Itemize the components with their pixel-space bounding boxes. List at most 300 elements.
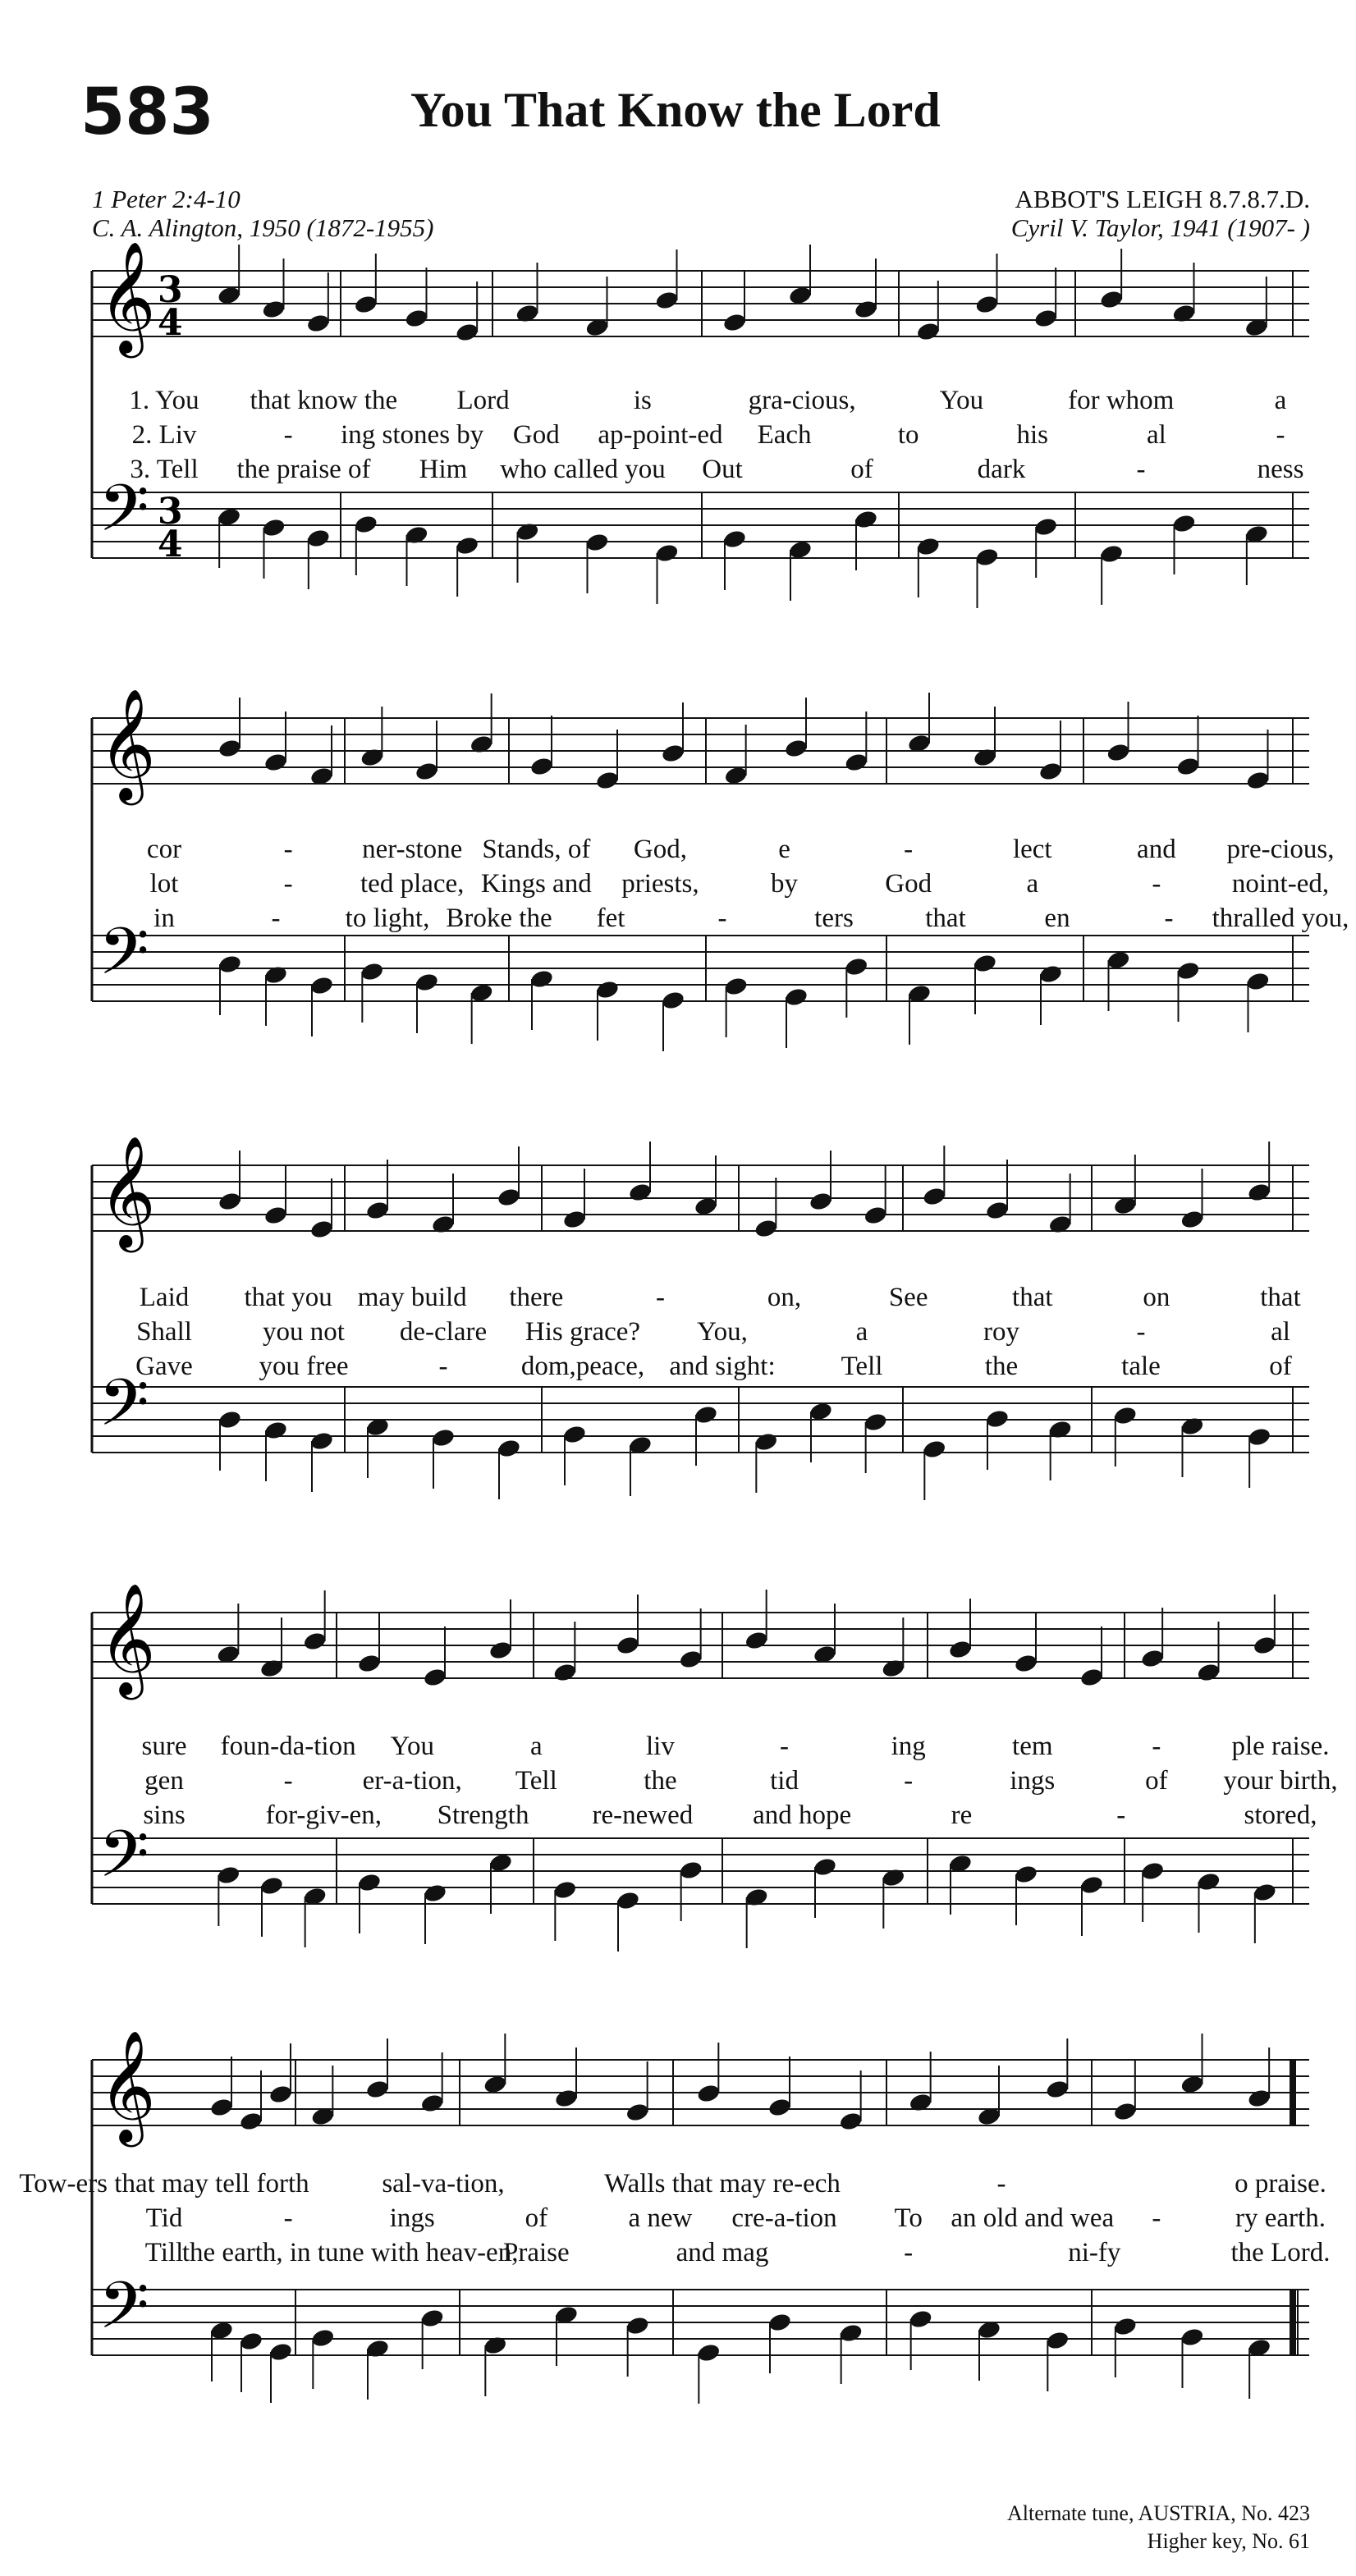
bass-clef: 𝄢 xyxy=(98,1816,149,1908)
notehead xyxy=(854,509,879,530)
notehead xyxy=(306,313,332,334)
lyric-syllable: is xyxy=(633,386,652,415)
lyric-syllable: - xyxy=(780,1732,790,1761)
treble-clef: 𝄞 xyxy=(98,240,156,353)
notehead xyxy=(1180,2327,1205,2348)
notehead xyxy=(497,1438,522,1459)
notehead xyxy=(483,2335,508,2356)
lyric-syllable: pre-cious, xyxy=(1226,835,1335,864)
notehead xyxy=(1247,1182,1272,1203)
notehead xyxy=(809,1191,834,1212)
notehead xyxy=(263,964,289,986)
notehead xyxy=(916,536,941,557)
lyric-syllable: of xyxy=(850,455,873,484)
lyric-syllable: Lord xyxy=(456,386,510,415)
notehead xyxy=(515,521,540,542)
lyric-syllable: Tell xyxy=(841,1352,883,1381)
lyric-syllable: - xyxy=(271,904,281,933)
lyric-syllable: ple raise. xyxy=(1231,1732,1330,1761)
notehead xyxy=(1140,1648,1166,1669)
notehead xyxy=(767,2097,793,2118)
lyric-syllable: ings xyxy=(389,2203,435,2233)
lyric-syllable: a xyxy=(1274,386,1287,415)
lyric-syllable: you not xyxy=(263,1317,345,1347)
treble-clef: 𝄞 xyxy=(98,2029,156,2142)
treble-clef: 𝄞 xyxy=(98,1134,156,1247)
notehead xyxy=(302,1631,328,1652)
lyric-syllable: cor xyxy=(146,835,182,864)
lyric-syllable: to xyxy=(897,420,919,450)
lyric-syllable: Praise xyxy=(503,2238,570,2267)
notehead xyxy=(365,1200,391,1221)
lyric-syllable: ings xyxy=(1010,1766,1056,1796)
notehead xyxy=(415,972,440,993)
notehead xyxy=(263,752,289,773)
lyric-syllable: a new xyxy=(628,2203,693,2233)
lyric-syllable: your birth, xyxy=(1223,1766,1338,1796)
lyric-syllable: that xyxy=(1260,1283,1301,1312)
notehead xyxy=(844,752,869,773)
notehead xyxy=(863,1205,888,1226)
notehead xyxy=(722,312,748,333)
notehead xyxy=(1099,543,1125,565)
lyric-syllable: ry earth. xyxy=(1235,2203,1326,2233)
notehead xyxy=(1079,1667,1105,1688)
notehead xyxy=(838,2322,864,2344)
lyric-syllable: Shall xyxy=(136,1317,192,1347)
notehead xyxy=(1175,960,1201,981)
lyric-syllable: - xyxy=(1276,420,1285,450)
notehead xyxy=(268,2341,294,2363)
lyric-syllable: priests, xyxy=(621,869,699,899)
lyric-syllable: sins xyxy=(143,1800,186,1830)
lyric-syllable: the Lord. xyxy=(1230,2238,1331,2267)
lyric-syllable: Laid xyxy=(139,1283,190,1312)
notehead xyxy=(1180,1209,1205,1230)
bass-clef: 𝄢 xyxy=(98,2267,149,2359)
notehead xyxy=(625,2315,650,2336)
notehead xyxy=(678,1649,703,1670)
lyric-syllable: roy xyxy=(983,1317,1019,1347)
notehead xyxy=(1140,1860,1166,1882)
notehead xyxy=(552,1662,578,1683)
notehead xyxy=(365,2338,391,2359)
hymn-number: 583 xyxy=(80,75,214,149)
notehead xyxy=(813,1856,838,1878)
notehead xyxy=(722,528,748,550)
notehead xyxy=(948,1639,973,1660)
lyric-syllable: His grace? xyxy=(525,1317,641,1347)
notehead xyxy=(973,747,998,768)
lyric-syllable: his xyxy=(1016,420,1049,450)
notehead xyxy=(696,2342,722,2363)
notehead xyxy=(854,299,879,320)
notehead xyxy=(216,1865,241,1886)
notehead xyxy=(431,1214,456,1235)
lyric-syllable: the praise of xyxy=(236,455,371,484)
treble-clef: 𝄞 xyxy=(98,1581,156,1695)
notehead xyxy=(694,1404,719,1425)
notehead xyxy=(357,1653,383,1674)
lyric-syllable: - xyxy=(904,1766,914,1796)
lyric-syllable: dark xyxy=(977,455,1026,484)
lyric-syllable: ted place, xyxy=(360,869,465,899)
treble-clef: 𝄞 xyxy=(98,687,156,800)
lyric-syllable: Till xyxy=(144,2238,184,2267)
notehead xyxy=(357,1872,383,1893)
lyric-syllable: - xyxy=(283,1766,293,1796)
notehead xyxy=(365,2079,391,2100)
lyric-syllable: - xyxy=(438,1352,448,1381)
notehead xyxy=(562,1209,588,1230)
notehead xyxy=(562,1424,588,1445)
lyric-syllable: of xyxy=(1145,1766,1168,1796)
lyric-syllable: and hope xyxy=(753,1800,852,1830)
notehead xyxy=(310,2327,336,2349)
lyric-syllable: - xyxy=(1152,869,1161,899)
notehead xyxy=(723,976,749,997)
notehead xyxy=(1253,1635,1278,1656)
lyric-syllable: ters xyxy=(814,904,854,933)
lyric-syllable: Tow-ers that may tell forth xyxy=(19,2169,309,2199)
lyric-syllable: - xyxy=(1152,2203,1161,2233)
lyric-syllable: stored, xyxy=(1244,1800,1317,1830)
notehead xyxy=(1014,1653,1039,1674)
lyric-syllable: You, xyxy=(697,1317,748,1347)
lyric-syllable: Out xyxy=(702,455,743,484)
notehead xyxy=(1171,303,1197,324)
lyric-syllable: Tell xyxy=(515,1766,557,1796)
lyric-syllable: fet xyxy=(596,904,625,933)
lyric-syllable: - xyxy=(996,2169,1006,2199)
lyric-syllable: ap-point-ed xyxy=(598,420,723,450)
notehead xyxy=(1047,1214,1073,1235)
lyric-syllable: sal-va-tion, xyxy=(382,2169,505,2199)
notehead xyxy=(844,956,869,977)
lyric-syllable: a xyxy=(855,1317,868,1347)
lyric-syllable: and mag xyxy=(676,2238,769,2267)
notehead xyxy=(1180,1416,1205,1437)
notehead xyxy=(259,1875,285,1897)
lyric-syllable: God, xyxy=(633,835,687,864)
notehead xyxy=(881,1658,906,1679)
notehead xyxy=(1253,1882,1278,1903)
notehead xyxy=(985,1408,1010,1430)
notehead xyxy=(354,294,379,315)
text-author: C. A. Alington, 1950 (1872-1955) xyxy=(92,213,434,242)
notehead xyxy=(838,2111,864,2132)
notehead xyxy=(488,1640,514,1661)
notehead xyxy=(767,2312,793,2333)
notehead xyxy=(881,1867,906,1888)
lyric-syllable: God xyxy=(512,420,560,450)
notehead xyxy=(552,1879,578,1901)
alternate-tune-note: Alternate tune, AUSTRIA, No. 423 xyxy=(1006,2501,1310,2525)
notehead xyxy=(863,1412,888,1433)
lyric-syllable: a xyxy=(1026,869,1039,899)
notehead xyxy=(974,547,1000,568)
notehead xyxy=(1247,2088,1272,2109)
lyric-syllable: thralled you, xyxy=(1212,904,1349,933)
notehead xyxy=(1171,513,1197,534)
lyric-syllable: Walls that may re-ech xyxy=(604,2169,841,2199)
lyric-syllable: by xyxy=(771,869,799,899)
notehead xyxy=(616,1635,641,1656)
notehead xyxy=(1113,1405,1138,1426)
notehead xyxy=(784,738,809,759)
lyric-syllable: the xyxy=(644,1766,677,1796)
lyric-syllable: a xyxy=(530,1732,543,1761)
notehead xyxy=(469,734,494,755)
lyric-syllable: - xyxy=(1116,1800,1126,1830)
lyric-syllable: 1. You xyxy=(129,386,199,415)
notehead xyxy=(1099,289,1125,310)
scripture-reference: 1 Peter 2:4-10 xyxy=(92,185,241,213)
notehead xyxy=(678,1860,703,1881)
notehead xyxy=(616,1890,641,1911)
notehead xyxy=(261,299,286,320)
lyric-syllable: de-clare xyxy=(399,1317,488,1347)
lyric-syllable: liv xyxy=(646,1732,675,1761)
notehead xyxy=(529,968,555,990)
lyric-syllable: for whom xyxy=(1068,386,1175,415)
lyric-syllable: ing stones by xyxy=(341,420,484,450)
lyric-syllable: gen xyxy=(144,1766,184,1796)
lyric-syllable: on xyxy=(1143,1283,1170,1312)
lyric-syllable: lot xyxy=(149,869,179,899)
lyric-syllable: that xyxy=(1012,1283,1053,1312)
notehead xyxy=(654,290,680,311)
notehead xyxy=(1047,1419,1073,1440)
lyric-syllable: - xyxy=(1136,1317,1146,1347)
notehead xyxy=(239,2331,264,2352)
notehead xyxy=(455,535,480,556)
tune-name: ABBOT'S LEIGH 8.7.8.7.D. xyxy=(1015,185,1310,213)
notehead xyxy=(1196,1662,1221,1683)
lyric-syllable: Kings and xyxy=(480,869,592,899)
lyric-syllable: re xyxy=(951,1800,973,1830)
notehead xyxy=(263,1205,289,1226)
notehead xyxy=(1038,963,1064,985)
notehead xyxy=(360,961,385,982)
lyric-syllable: ner-stone xyxy=(362,835,463,864)
lyric-syllable: Broke the xyxy=(446,904,552,933)
notehead xyxy=(423,1883,448,1904)
lyric-syllable: You xyxy=(390,1732,434,1761)
lyric-syllable: and xyxy=(1137,835,1176,864)
notehead xyxy=(239,2111,264,2132)
lyric-syllable: en xyxy=(1044,904,1070,933)
bass-clef: 𝄢 xyxy=(98,913,149,1005)
notehead xyxy=(973,953,998,974)
notehead xyxy=(354,514,379,535)
notehead xyxy=(431,1427,456,1448)
higher-key-note: Higher key, No. 61 xyxy=(1147,2529,1310,2553)
lyric-syllable: e xyxy=(778,835,790,864)
notehead xyxy=(218,738,243,759)
lyric-syllable: See xyxy=(888,1283,928,1312)
notehead xyxy=(515,303,540,324)
notehead xyxy=(661,743,686,764)
hymn-title: You That Know the Lord xyxy=(410,83,941,137)
lyric-syllable: - xyxy=(1152,1732,1161,1761)
notehead xyxy=(974,294,1000,315)
notehead xyxy=(754,1218,779,1239)
notehead xyxy=(455,322,480,343)
lyric-syllable: you free xyxy=(259,1352,349,1381)
notehead xyxy=(654,542,680,564)
notehead xyxy=(268,2084,294,2105)
lyric-syllable: - xyxy=(283,869,293,899)
lyric-syllable: - xyxy=(655,1283,665,1312)
notehead xyxy=(1045,2330,1070,2351)
lyric-syllable: dom,peace, xyxy=(520,1352,645,1381)
notehead xyxy=(922,1439,947,1460)
time-signature-numerator: 3 xyxy=(158,491,183,533)
notehead xyxy=(419,2308,445,2329)
notehead xyxy=(1245,770,1271,791)
notehead xyxy=(218,1409,243,1430)
lyric-syllable: You xyxy=(939,386,984,415)
notehead xyxy=(1113,2316,1138,2337)
notehead xyxy=(404,524,429,546)
notehead xyxy=(415,761,440,782)
notehead xyxy=(1106,742,1131,763)
notehead xyxy=(404,308,429,329)
notehead xyxy=(1045,2079,1070,2100)
lyric-syllable: God xyxy=(885,869,932,899)
notehead xyxy=(1247,1426,1272,1448)
time-signature-denominator: 4 xyxy=(158,302,183,344)
lyric-syllable: Each xyxy=(757,420,812,450)
notehead xyxy=(584,532,610,553)
notehead xyxy=(754,1431,779,1453)
time-signature-numerator: 3 xyxy=(158,269,183,311)
notehead xyxy=(209,2097,235,2118)
lyric-syllable: in xyxy=(153,904,175,933)
lyric-syllable: who called you xyxy=(500,455,666,484)
lyric-syllable: - xyxy=(1136,455,1146,484)
notehead xyxy=(595,979,621,1000)
notehead xyxy=(1113,2101,1138,2122)
notehead xyxy=(1245,971,1271,992)
tune-composer: Cyril V. Taylor, 1941 (1907- ) xyxy=(1010,213,1310,242)
lyric-syllable: and sight: xyxy=(669,1352,776,1381)
lyric-syllable: - xyxy=(283,835,293,864)
time-signature-denominator: 4 xyxy=(158,524,183,565)
lyric-syllable: tid xyxy=(770,1766,799,1796)
notehead xyxy=(360,747,385,768)
lyric-syllable: that know the xyxy=(250,386,398,415)
notehead xyxy=(497,1187,522,1208)
lyric-syllable: ni-fy xyxy=(1068,2238,1121,2267)
lyric-syllable: To xyxy=(894,2203,923,2233)
notehead xyxy=(628,1182,653,1203)
notehead xyxy=(218,1191,243,1212)
lyric-syllable: cre-a-tion xyxy=(731,2203,837,2233)
lyric-syllable: - xyxy=(717,904,727,933)
notehead xyxy=(259,1658,285,1679)
notehead xyxy=(784,986,809,1008)
notehead xyxy=(529,756,555,777)
notehead xyxy=(1079,1874,1105,1896)
notehead xyxy=(1033,516,1059,538)
lyric-syllable: Gave xyxy=(135,1352,193,1381)
lyric-syllable: that you xyxy=(244,1283,332,1312)
lyric-syllable: of xyxy=(525,2203,548,2233)
lyric-syllable: ing xyxy=(891,1732,926,1761)
notehead xyxy=(1033,308,1059,329)
lyric-syllable: for-giv-en, xyxy=(265,1800,382,1830)
notehead xyxy=(908,2308,933,2330)
notehead xyxy=(306,528,332,549)
lyric-syllable: er-a-tion, xyxy=(362,1766,462,1796)
lyric-syllable: foun-da-tion xyxy=(220,1732,356,1761)
notehead xyxy=(1196,1871,1221,1892)
lyric-syllable: the xyxy=(984,1352,1019,1381)
notehead xyxy=(595,770,621,791)
lyric-syllable: may build xyxy=(357,1283,467,1312)
lyric-syllable: to light, xyxy=(345,904,430,933)
lyric-syllable: - xyxy=(283,2203,293,2233)
lyric-syllable: tale xyxy=(1121,1352,1161,1381)
lyric-syllable: - xyxy=(1164,904,1174,933)
lyric-syllable: tem xyxy=(1012,1732,1053,1761)
lyric-syllable: there xyxy=(509,1283,564,1312)
notehead xyxy=(309,1430,335,1452)
notehead xyxy=(985,1200,1010,1221)
notehead xyxy=(218,954,243,975)
lyric-syllable: - xyxy=(904,835,914,864)
notehead xyxy=(625,2102,650,2123)
lyric-syllable: of xyxy=(1269,1352,1292,1381)
notehead xyxy=(263,1420,289,1441)
bass-clef: 𝄢 xyxy=(98,470,149,562)
lyric-syllable: sure xyxy=(141,1732,187,1761)
notehead xyxy=(908,2092,933,2113)
notehead xyxy=(1014,1864,1039,1885)
notehead xyxy=(423,1667,448,1688)
notehead xyxy=(916,321,941,342)
notehead xyxy=(554,2088,580,2109)
lyric-syllable: ness xyxy=(1257,455,1304,484)
bass-clef: 𝄢 xyxy=(98,1365,149,1457)
lyric-syllable: Tid xyxy=(145,2203,183,2233)
lyric-syllable: lect xyxy=(1012,835,1052,864)
lyric-syllable: 3. Tell xyxy=(130,455,199,484)
lyric-syllable: the earth, in tune with heav-en, xyxy=(181,2238,519,2267)
notehead xyxy=(922,1186,947,1207)
notehead xyxy=(309,1219,335,1240)
notehead xyxy=(419,2093,445,2114)
lyric-syllable: 2. Liv xyxy=(131,420,197,450)
lyric-syllable: al xyxy=(1146,420,1166,450)
lyric-syllable: Strength xyxy=(437,1800,529,1830)
lyric-syllable: - xyxy=(283,420,293,450)
lyric-syllable: re-newed xyxy=(592,1800,694,1830)
lyric-syllable: that xyxy=(925,904,966,933)
notehead xyxy=(661,990,686,1011)
notehead xyxy=(744,1630,769,1651)
notehead xyxy=(261,517,286,538)
lyric-syllable: - xyxy=(904,2238,914,2267)
lyric-syllable: Him xyxy=(419,455,468,484)
lyric-syllable: an old and wea xyxy=(951,2203,1115,2233)
notehead xyxy=(1175,756,1201,777)
notehead xyxy=(744,1887,769,1908)
lyric-syllable: gra-cious, xyxy=(748,386,856,415)
notehead xyxy=(1038,761,1064,782)
